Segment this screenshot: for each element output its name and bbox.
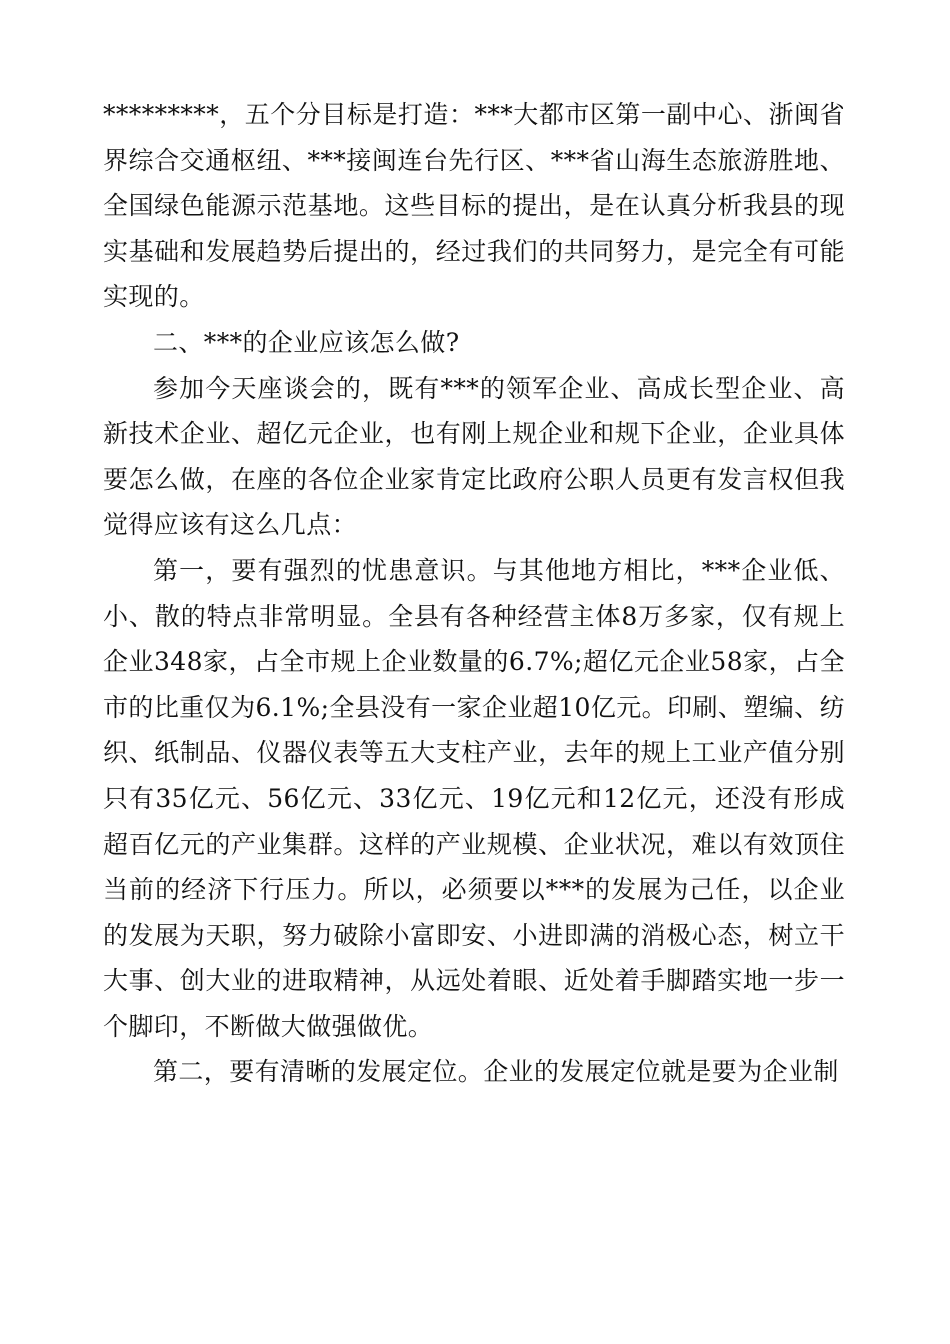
section-heading-2: 二、***的企业应该怎么做? [153, 327, 460, 357]
paragraph-3: 参加今天座谈会的，既有***的领军企业、高成长型企业、高新技术企业、超亿元企业，也有刚上规企业和规下企业，企业具体要怎么做，在座的各位企业家肯定比政府公职人员更有发言权但我觉得应该有这么几点： [103, 373, 845, 540]
paragraph-4: 第一，要有强烈的忧患意识。与其他地方相比，***企业低、小、散的特点非常明显。全县有各种经营主体8万多家，仅有规上企业348家，占全市规上企业数量的6.7%;超亿元企业58家，占全市的比重仅为6.1%;全县没有一家企业超10亿元。印刷、塑编、纺织、纸制品、仪器仪表等五大支柱产业，去年的规上工业产值分别只有35亿元、56亿元、33亿元、19亿元和12亿元，还没有形成超百亿元的产业集群。这样的产业规模、企业状况，难以有效顶住当前的经济下行压力。所以，必须要以***的发展为己任，以企业的发展为天职，努力破除小富即安、小进即满的消极心态，树立干大事、创大业的进取精神，从远处着眼、近处着手脚踏实地一步一个脚印，不断做大做强做优。 [103, 555, 845, 1041]
paragraph-1: *********，五个分目标是打造：***大都市区第一副中心、浙闽省界综合交通枢纽、***接闽连台先行区、***省山海生态旅游胜地、全国绿色能源示范基地。这些目标的提出，是在认真分析我县的现实基础和发展趋势后提出的，经过我们的共同努力，是完全有可能实现的。 [103, 100, 845, 312]
paragraph-5: 第二，要有清晰的发展定位。企业的发展定位就是要为企业制 [153, 1057, 839, 1087]
document-body [103, 92, 845, 1095]
